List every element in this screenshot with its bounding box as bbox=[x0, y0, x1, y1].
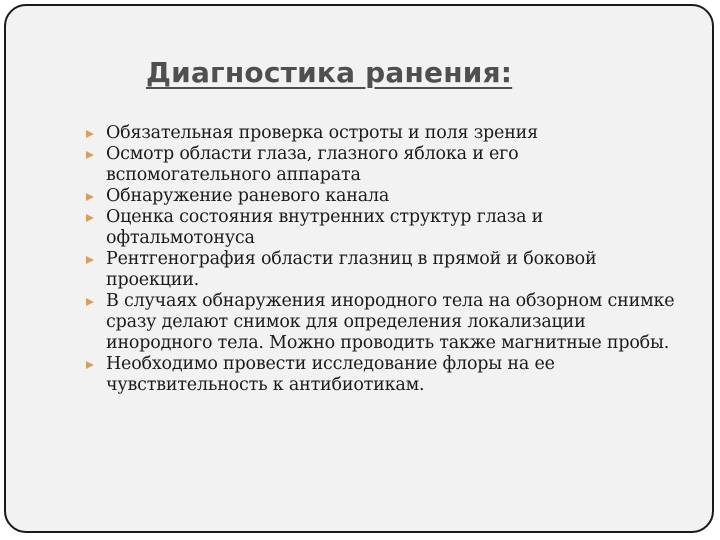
list-item bbox=[81, 354, 681, 396]
list-item-text: Необходимо провести исследование флоры на ее чувствительность к антибиотикам. bbox=[106, 354, 555, 395]
list-item-text: Обнаружение раневого канала bbox=[106, 186, 390, 206]
list-item bbox=[81, 291, 681, 354]
list-item bbox=[81, 249, 681, 291]
bullet-list bbox=[81, 123, 681, 396]
list-item bbox=[81, 207, 681, 249]
list-item-text: Обязательная проверка остроты и поля зрения bbox=[106, 123, 538, 143]
bullet-icon bbox=[86, 256, 94, 264]
list-item-text: Оценка состояния внутренних структур глаза и офтальмотонуса bbox=[106, 207, 544, 248]
bullet-icon bbox=[86, 151, 94, 159]
bullet-icon bbox=[86, 214, 94, 222]
slide-frame bbox=[4, 4, 714, 533]
bullet-icon bbox=[86, 130, 94, 138]
list-item bbox=[81, 186, 681, 207]
list-item bbox=[81, 123, 681, 144]
bullet-icon bbox=[86, 298, 94, 306]
bullet-icon bbox=[86, 193, 94, 201]
slide-title: Диагностика ранения: bbox=[146, 56, 513, 89]
list-item-text: В случаях обнаружения инородного тела на обзорном снимке сразу делают снимок для определения локализации инородного тела. Можно проводить также магнитные пробы. bbox=[106, 291, 675, 353]
list-item-text: Рентгенография области глазниц в прямой и боковой проекции. bbox=[106, 249, 597, 290]
bullet-icon bbox=[86, 361, 94, 369]
list-item bbox=[81, 144, 681, 186]
list-item-text: Осмотр области глаза, глазного яблока и его вспомогательного аппарата bbox=[106, 144, 519, 185]
